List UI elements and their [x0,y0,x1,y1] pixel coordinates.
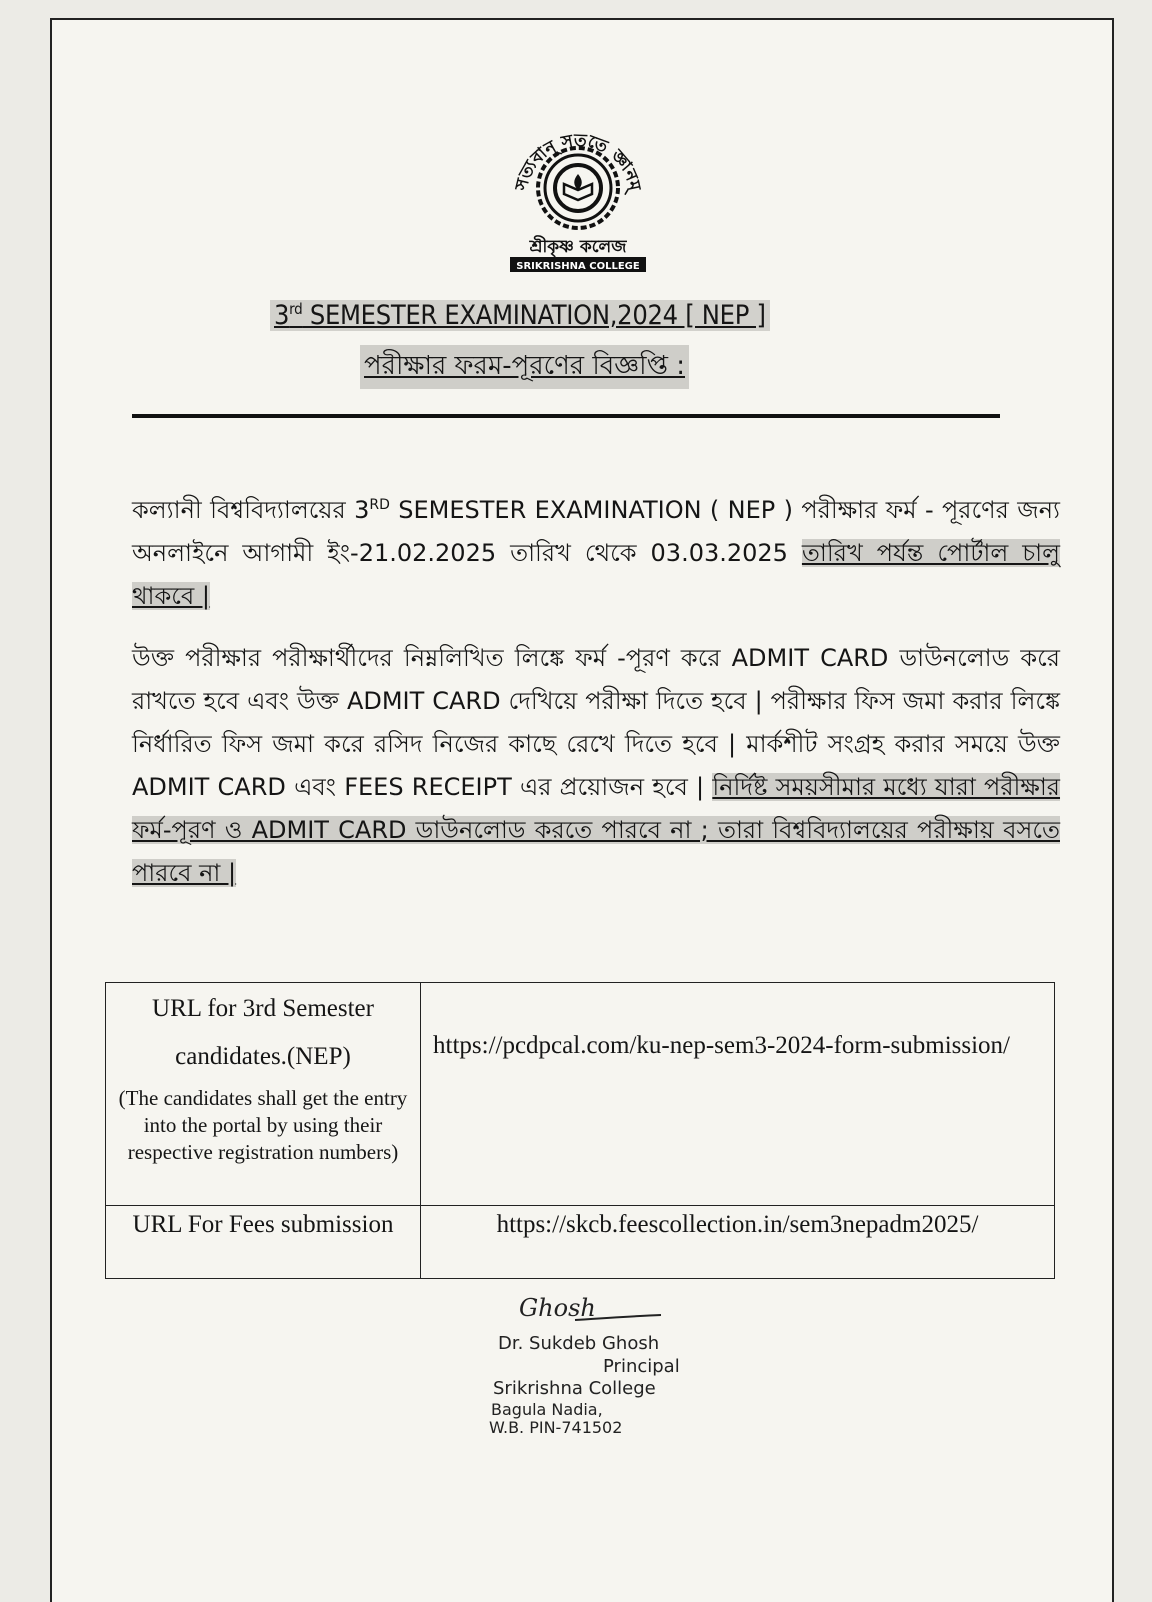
notice-title: 3rd SEMESTER EXAMINATION,2024 [ NEP ] [270,300,770,331]
signature-mark [515,1290,665,1326]
form-url-note: (The candidates shall get the entry into the portal by using their respective registration numbers) [118,1086,408,1164]
signature-handwritten: Ghosh [519,1294,596,1322]
signatory-title: Principal [603,1356,680,1377]
fees-url-link[interactable]: https://skcb.feescollection.in/sem3nepadm2025/ [421,1206,1055,1279]
signatory-address-line1: Bagula Nadia, [491,1400,603,1419]
url-table [105,982,1055,1279]
signatory-college: Srikrishna College [493,1378,656,1399]
form-url-label-cell [106,983,421,1206]
table-row [106,983,1055,1206]
logo-name-english: SRIKRISHNA COLLEGE [516,261,640,272]
paragraph-instructions: উক্ত পরীক্ষার পরীক্ষার্থীদের নিম্নলিখিত লিঙ্কে ফর্ম -পূরণ করে ADMIT CARD ডাউনলোড করে রাখতে হবে এবং উক্ত ADMIT CARD দেখিয়ে পরীক্ষা দিতে হবে | পরীক্ষার ফিস জমা করার লিঙ্কে নির্ধারিত ফিস জমা করে রসিদ নিজের কাছে রেখে দিতে হবে | মার্কশীট সংগ্রহ করার সময়ে উক্ত ADMIT CARD এবং FEES RECEIPT এর প্রয়োজন হবে | নির্দিষ্ট সময়সীমার মধ্যে যারা পরীক্ষার ফর্ম-পূরণ ও ADMIT CARD ডাউনলোড করতে পারবে না ; তারা বিশ্ববিদ্যালয়ের পরীক্ষায় বসতে পারবে না | [132,644,1061,887]
logo-name-bengali: শ্রীকৃষ্ণ কলেজ [529,237,627,257]
divider [132,414,1000,418]
notice-subtitle: পরীক্ষার ফরম-পূরণের বিজ্ঞপ্তি : [360,345,689,389]
fees-url-label: URL For Fees submission [106,1206,421,1279]
form-url-label: URL for 3rd Semester candidates.(NEP) [152,995,374,1070]
paragraph-schedule-highlight: তারিখ পর্যন্ত পোর্টাল চালু থাকবে | [132,539,1060,610]
table-row [106,1206,1055,1279]
signatory-address-line2: W.B. PIN-741502 [489,1418,623,1437]
form-url-link[interactable]: https://pcdpcal.com/ku-nep-sem3-2024-form-submission/ [421,983,1055,1206]
paragraph-schedule: কল্যানী বিশ্ববিদ্যালয়ের 3RD SEMESTER EXAMINATION ( NEP ) পরীক্ষার ফর্ম - পূরণের জন্য অনলাইনে আগামী ইং-21.02.2025 তারিখ থেকে 03.03.2025 তারিখ পর্যন্ত পোর্টাল চালু থাকবে | [132,496,1060,610]
logo-motto: সত্যবান্ সততে জ্ঞানম্ [511,130,645,193]
college-logo [488,128,668,276]
signatory-name: Dr. Sukdeb Ghosh [498,1333,660,1354]
paragraph-instructions-highlight: নির্দিষ্ট সময়সীমার মধ্যে যারা পরীক্ষার ফর্ম-পূরণ ও ADMIT CARD ডাউনলোড করতে পারবে না ; তারা বিশ্ববিদ্যালয়ের পরীক্ষায় বসতে পারবে না | [132,773,1061,887]
